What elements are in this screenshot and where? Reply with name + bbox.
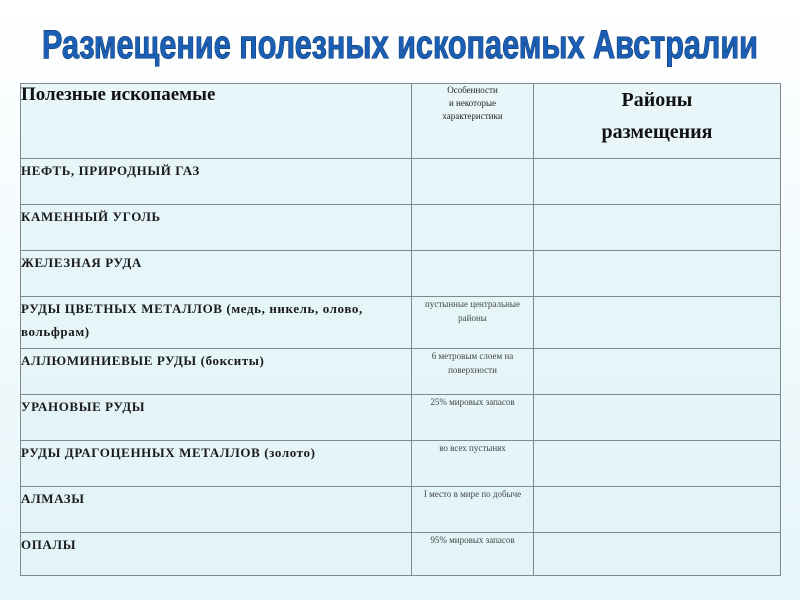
mineral-cell: АЛЛЮМИНИЕВЫЕ РУДЫ (бокситы) bbox=[21, 348, 412, 394]
region-cell bbox=[534, 158, 781, 204]
table-row bbox=[21, 250, 781, 296]
feature-cell bbox=[412, 250, 534, 296]
region-cell bbox=[534, 486, 781, 532]
slide-title-text: Размещение полезных ископаемых Австралии bbox=[42, 23, 758, 67]
region-cell bbox=[534, 250, 781, 296]
feature-cell: 6 метровым слоем на поверхности bbox=[412, 348, 534, 394]
table-row bbox=[21, 158, 781, 204]
mineral-cell: РУДЫ ДРАГОЦЕННЫХ МЕТАЛЛОВ (золото) bbox=[21, 440, 412, 486]
feature-cell: I место в мире по добыче bbox=[412, 486, 534, 532]
table-row bbox=[21, 532, 781, 575]
table-row bbox=[21, 486, 781, 532]
header-regions-line1: Районы bbox=[621, 89, 693, 111]
region-cell bbox=[534, 204, 781, 250]
region-cell bbox=[534, 394, 781, 440]
feature-cell: 95% мировых запасов bbox=[412, 532, 534, 575]
region-cell bbox=[534, 532, 781, 575]
table-header-row bbox=[21, 84, 781, 159]
region-cell bbox=[534, 296, 781, 348]
header-regions bbox=[534, 84, 781, 159]
feature-cell: во всех пустынях bbox=[412, 440, 534, 486]
mineral-cell: КАМЕННЫЙ УГОЛЬ bbox=[21, 204, 412, 250]
region-cell bbox=[534, 440, 781, 486]
mineral-cell: РУДЫ ЦВЕТНЫХ МЕТАЛЛОВ (медь, никель, олово, вольфрам) bbox=[21, 296, 412, 348]
table-row bbox=[21, 348, 781, 394]
header-features-line1: Особенности bbox=[447, 85, 498, 95]
feature-cell: 25% мировых запасов bbox=[412, 394, 534, 440]
minerals-table bbox=[20, 83, 781, 576]
feature-cell: пустынные центральные районы bbox=[412, 296, 534, 348]
header-features-line3: характеристики bbox=[442, 111, 503, 121]
table-row bbox=[21, 204, 781, 250]
region-cell bbox=[534, 348, 781, 394]
header-regions-line2: размещения bbox=[601, 121, 713, 143]
mineral-cell: НЕФТЬ, ПРИРОДНЫЙ ГАЗ bbox=[21, 158, 412, 204]
header-features-line2: и некоторые bbox=[448, 98, 497, 108]
mineral-cell: УРАНОВЫЕ РУДЫ bbox=[21, 394, 412, 440]
header-minerals: Полезные ископаемые bbox=[21, 84, 412, 159]
feature-cell bbox=[412, 158, 534, 204]
mineral-cell: ЖЕЛЕЗНАЯ РУДА bbox=[21, 250, 412, 296]
header-features bbox=[412, 84, 534, 159]
slide-title bbox=[0, 6, 800, 84]
mineral-cell: ОПАЛЫ bbox=[21, 532, 412, 575]
mineral-cell: АЛМАЗЫ bbox=[21, 486, 412, 532]
feature-cell bbox=[412, 204, 534, 250]
table-row bbox=[21, 296, 781, 348]
table-row bbox=[21, 394, 781, 440]
table-row bbox=[21, 440, 781, 486]
